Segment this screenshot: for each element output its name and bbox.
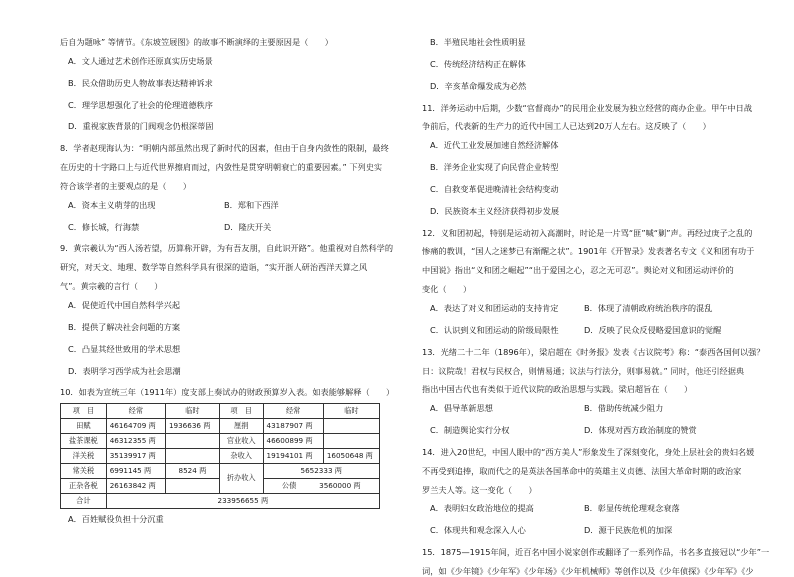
q14-option-d: D．源于民族危机的加深 <box>584 525 673 536</box>
q8-stem-line3: 符合该学者的主要观点的是（ ） <box>60 180 192 191</box>
q12-option-a: A．表达了对义和团运动的支持肯定 <box>430 302 559 313</box>
table-header-cell: 临时 <box>323 404 379 419</box>
table-cell: 官业收入 <box>219 434 263 449</box>
q14-options-row1 <box>422 504 738 514</box>
table-cell: 46312355 两 <box>106 434 165 449</box>
table-cell: 洋关税 <box>61 449 107 464</box>
q11-option-a: A．近代工业发展加速自然经济解体 <box>430 140 559 151</box>
table-row <box>61 434 380 449</box>
q7-option-d: D．重视家族背景的门阀观念仍根深蒂固 <box>68 121 214 132</box>
q7-option-a: A．文人通过艺术创作还原真实历史场景 <box>68 55 213 66</box>
q12-option-d: D．反映了民众反侵略爱国意识的觉醒 <box>584 324 722 335</box>
q14-options-row2 <box>422 526 738 536</box>
q14-option-a: A．表明妇女政治地位的提高 <box>430 503 534 514</box>
table-cell: 厘捐 <box>219 419 263 434</box>
table-header-row <box>61 404 380 419</box>
q9-option-b: B．提供了解决社会问题的方案 <box>68 321 181 332</box>
q10-option-c: C．传统经济结构正在解体 <box>430 58 526 69</box>
q8-options-row1 <box>60 201 380 211</box>
table-cell: 田赋 <box>61 419 107 434</box>
table-cell <box>165 434 219 449</box>
q9-option-d: D．表明学习西学成为社会思潮 <box>68 365 181 376</box>
table-cell: 盐茶课税 <box>61 434 107 449</box>
table-header-cell: 经常 <box>263 404 323 419</box>
q11-option-c: C．自救变革促进晚清社会结构变动 <box>430 183 559 194</box>
q9-option-a: A．促使近代中国自然科学兴起 <box>68 299 181 310</box>
table-cell: 46164709 两 <box>106 419 165 434</box>
q13-options-row2 <box>422 426 738 436</box>
q12-options-row2 <box>422 326 738 336</box>
q13-handwritten-note: 同时，他还引经据典 <box>670 365 745 376</box>
table-cell: 5652333 两 <box>263 464 379 479</box>
table-cell: 19194101 两 <box>263 449 323 464</box>
q11-stem-line1: 11．洋务运动中后期，少数“官督商办”的民用企业发展为独立经营的商办企业。甲午中日战 <box>422 102 753 113</box>
q8-option-a: A．资本主义萌芽的出现 <box>68 199 156 210</box>
table-cell: 35139917 两 <box>106 449 165 464</box>
q13-stem-line3: 指出中国古代也有类似于近代议院的政治思想与实践。梁启超旨在（ ） <box>422 384 693 395</box>
table-row <box>61 419 380 434</box>
table-cell: 46600899 两 <box>263 434 323 449</box>
table-cell <box>165 479 219 494</box>
q12-stem-line1: 12．义和团初起，特别是运动初入高潮时，时论是一片骂“匪”喊“剿”声。再经过庚子之乱的 <box>422 227 753 238</box>
table-cell: 8524 两 <box>165 464 219 479</box>
q11-option-b: B．洋务企业实现了向民营企业转型 <box>430 162 559 173</box>
q7-option-c: C．理学思想强化了社会的伦理道德秩序 <box>68 99 213 110</box>
q14-option-c: C．体现共和观念深入人心 <box>430 525 526 536</box>
q10-stem: 10．如表为宣统三年（1911年）度支部上奏试办的财政预算岁入表。如表能够解释（ ） <box>60 387 395 398</box>
q13-option-c: C．制造舆论实行分权 <box>430 425 510 436</box>
table-cell: 杂收入 <box>219 449 263 464</box>
q8-option-c: C．修长城，行海禁 <box>68 221 140 232</box>
table-total-row <box>61 494 380 509</box>
table-cell: 6991145 两 <box>106 464 165 479</box>
q7-option-b: B．民众借助历史人物故事表达精神诉求 <box>68 77 213 88</box>
table-total-label: 合计 <box>61 494 107 509</box>
table-total-value: 233956655 两 <box>106 494 379 509</box>
q14-stem-line2: 不再受到追捧，取而代之的是英法各国革命中的英雄主义贞德、法国大革命时期的政治家 <box>422 465 742 476</box>
q8-handwritten-note: 下列史实 <box>349 162 383 173</box>
q13-option-d: D．体现对西方政治制度的赞赏 <box>584 425 697 436</box>
q8-stem-line1: 8．学者赵现海认为：“明朝内部虽然出现了新时代的因素，但由于自身内敛性的限制，最终 <box>60 143 389 154</box>
q14-stem-line3: 罗兰夫人等。这一变化（ ） <box>422 484 537 495</box>
q9-option-c: C．凸显其经世致用的学术思想 <box>68 343 181 354</box>
q15-stem-line2: 词，如《少年镜》《少年军》《少年场》《少年机械师》等创作以及《少年侦探》《少年军》《少 <box>422 565 754 576</box>
table-cell: 26163842 两 <box>106 479 165 494</box>
q10-option-b: B．半殖民地社会性质明显 <box>430 37 526 47</box>
q8-stem-line2 <box>60 162 383 173</box>
table-cell <box>323 434 379 449</box>
q9-stem-line2: 研究，对天文、地理、数学等自然科学具有很深的造诣，“实开浙人研治西洋天算之风 <box>60 262 368 273</box>
q8-option-d: D．隆庆开关 <box>224 221 272 232</box>
q8-quote: 在历史的十字路口上与近代世界擦肩而过，内敛性是贯穿明朝衰亡的重要因素。” <box>60 162 347 173</box>
q8-option-b: B．郑和下西洋 <box>224 199 279 210</box>
table-row <box>61 464 380 479</box>
table-row <box>61 449 380 464</box>
table-header-cell: 项 目 <box>61 404 107 419</box>
q11-stem-line2: 争前后，代表新的生产力的近代中国工人已达到20万人左右。这反映了（ ） <box>422 121 711 132</box>
table-cell: 正杂各税 <box>61 479 107 494</box>
table-header-cell: 临时 <box>165 404 219 419</box>
q12-stem-line3: 中国说》指出“义和团之崛起”“出于爱国之心，忍之无可忍”。舆论对义和团运动评价的 <box>422 265 734 276</box>
q12-stem-line4: 变化（ ） <box>422 284 472 295</box>
q12-option-c: C．认识到义和团运动的阶级局限性 <box>430 324 559 335</box>
q13-stem-line1: 13．光绪二十二年（1896年），梁启超在《时务报》发表《古议院考》称：“泰西各国何以强？ <box>422 346 765 357</box>
table-cell: 常关税 <box>61 464 107 479</box>
table-cell-merged-label: 折办收入 <box>219 464 263 494</box>
table-cell-gongzhai <box>263 479 379 494</box>
budget-table <box>60 403 380 509</box>
q15-stem-line1: 15．1875—1915年间，近百名中国小说家创作或翻译了一系列作品，书名多直接冠以“少年”一 <box>422 547 770 558</box>
right-column <box>422 37 770 577</box>
q13-stem-line2 <box>422 365 745 377</box>
q14-option-b: B．彰显传统伦理观念衰落 <box>584 503 680 514</box>
table-cell <box>323 419 379 434</box>
table-cell: 1936636 两 <box>165 419 219 434</box>
left-column <box>60 37 395 525</box>
q13-option-a: A．倡导革新思想 <box>430 403 493 414</box>
q13-options-row1 <box>422 404 738 414</box>
table-cell <box>165 449 219 464</box>
table-header-cell: 经常 <box>106 404 165 419</box>
q8-options-row2 <box>60 223 380 233</box>
table-cell: 16050648 两 <box>323 449 379 464</box>
table-cell: 43187907 两 <box>263 419 323 434</box>
q13-quote: 日：议院哉！君权与民权合，则情易通；议法与行法分，则事易就。” <box>422 365 668 376</box>
gongzhai-label: 公债 <box>281 480 297 490</box>
gongzhai-value: 3560000 两 <box>319 480 361 490</box>
q11-option-d: D．民族资本主义经济获得初步发展 <box>430 205 560 216</box>
q12-options-row1 <box>422 304 738 314</box>
q9-stem-line3: 气”。黄宗羲的言行（ ） <box>60 281 163 292</box>
q12-stem-line2: 惨痛的教训，“国人之迷梦已有渐醒之状”。1901年《开智录》发表著名专文《义和团有功于 <box>422 246 755 257</box>
q12-option-b: B．体现了清朝政府统治秩序的混乱 <box>584 302 713 313</box>
q13-option-b: B．借助传统减少阻力 <box>584 403 664 414</box>
q10-option-d: D．辛亥革命爆发成为必然 <box>430 80 527 91</box>
table-header-cell: 项 目 <box>219 404 263 419</box>
q9-stem-line1: 9．黄宗羲认为“西人汤若望，历算称开辟，为有吾友朋，自此识开路”。他重视对自然科学的 <box>60 243 394 254</box>
q14-stem-line1: 14．进入20世纪，中国人眼中的“西方美人”形象发生了深刻变化，身处上层社会的贵妇名媛 <box>422 446 755 457</box>
q10-option-a: A．百姓赋役负担十分沉重 <box>68 514 164 525</box>
q7-stem-tail: 后自为题咏” 等情节。《东坡笠屐图》的故事不断演绎的主要原因是（ ） <box>60 37 333 47</box>
